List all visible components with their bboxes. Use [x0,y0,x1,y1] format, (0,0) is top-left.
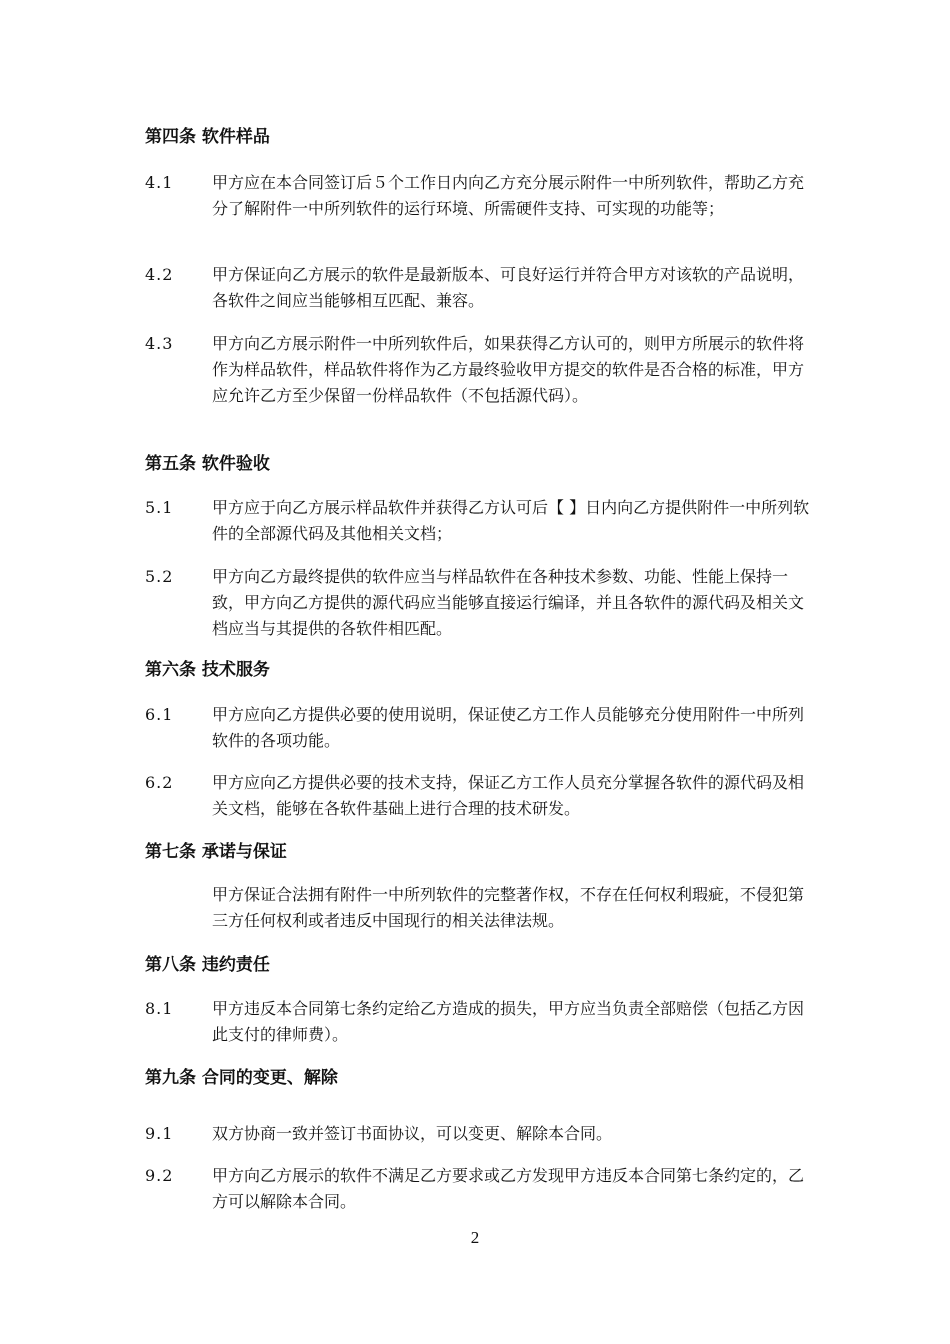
clause-number: 9.1 [145,1124,174,1143]
clause-text: 甲方应向乙方提供必要的使用说明，保证使乙方工作人员能够充分使用附件一中所列软件的各项功能。 [212,705,805,750]
page-number: 2 [470,1228,480,1247]
clause-number: 6.1 [145,705,174,724]
clause-text: 甲方向乙方展示的软件不满足乙方要求或乙方发现甲方违反本合同第七条约定的，乙方可以解除本合同。 [212,1166,805,1211]
clause-text: 双方协商一致并签订书面协议，可以变更、解除本合同。 [212,1124,613,1143]
section-heading-7: 第七条 承诺与保证 [145,842,287,862]
section-heading-6: 第六条 技术服务 [145,660,270,680]
clause-text: 甲方应于向乙方展示样品软件并获得乙方认可后【 】日内向乙方提供附件一中所列软件的全部源代码及其他相关文档； [212,498,810,543]
clause-number: 4.1 [145,173,174,192]
clause-text: 甲方向乙方展示附件一中所列软件后，如果获得乙方认可的，则甲方所展示的软件将作为样品软件，样品软件将作为乙方最终验收甲方提交的软件是否合格的标准，甲方应允许乙方至少保留一份样品软件（不包括源代码）。 [212,334,805,405]
clause-number: 5.2 [145,567,174,586]
clause-number: 4.3 [145,334,174,353]
clause-text: 甲方向乙方最终提供的软件应当与样品软件在各种技术参数、功能、性能上保持一致，甲方向乙方提供的源代码应当能够直接运行编译，并且各软件的源代码及相关文档应当与其提供的各软件相匹配。 [212,567,805,638]
section-heading-8: 第八条 违约责任 [145,955,270,975]
clause-number: 4.2 [145,265,174,284]
clause-text: 甲方违反本合同第七条约定给乙方造成的损失，甲方应当负责全部赔偿（包括乙方因此支付的律师费）。 [212,999,805,1044]
clause-text: 甲方应向乙方提供必要的技术支持，保证乙方工作人员充分掌握各软件的源代码及相关文档，能够在各软件基础上进行合理的技术研发。 [212,773,805,818]
section-heading-9: 第九条 合同的变更、解除 [145,1068,338,1088]
paragraph-7: 甲方保证合法拥有附件一中所列软件的完整著作权，不存在任何权利瑕疵，不侵犯第三方任何权利或者违反中国现行的相关法律法规。 [212,885,805,930]
clause-number: 6.2 [145,773,174,792]
clause-number: 5.1 [145,498,174,517]
clause-text: 甲方应在本合同签订后５个工作日内向乙方充分展示附件一中所列软件，帮助乙方充分了解附件一中所列软件的运行环境、所需硬件支持、可实现的功能等； [212,173,805,218]
clause-number: 9.2 [145,1166,174,1185]
section-heading-5: 第五条 软件验收 [145,454,270,474]
section-heading-4: 第四条 软件样品 [145,127,270,147]
clause-number: 8.1 [145,999,174,1018]
clause-text: 甲方保证向乙方展示的软件是最新版本、可良好运行并符合甲方对该软的产品说明，各软件之间应当能够相互匹配、兼容。 [212,265,805,310]
